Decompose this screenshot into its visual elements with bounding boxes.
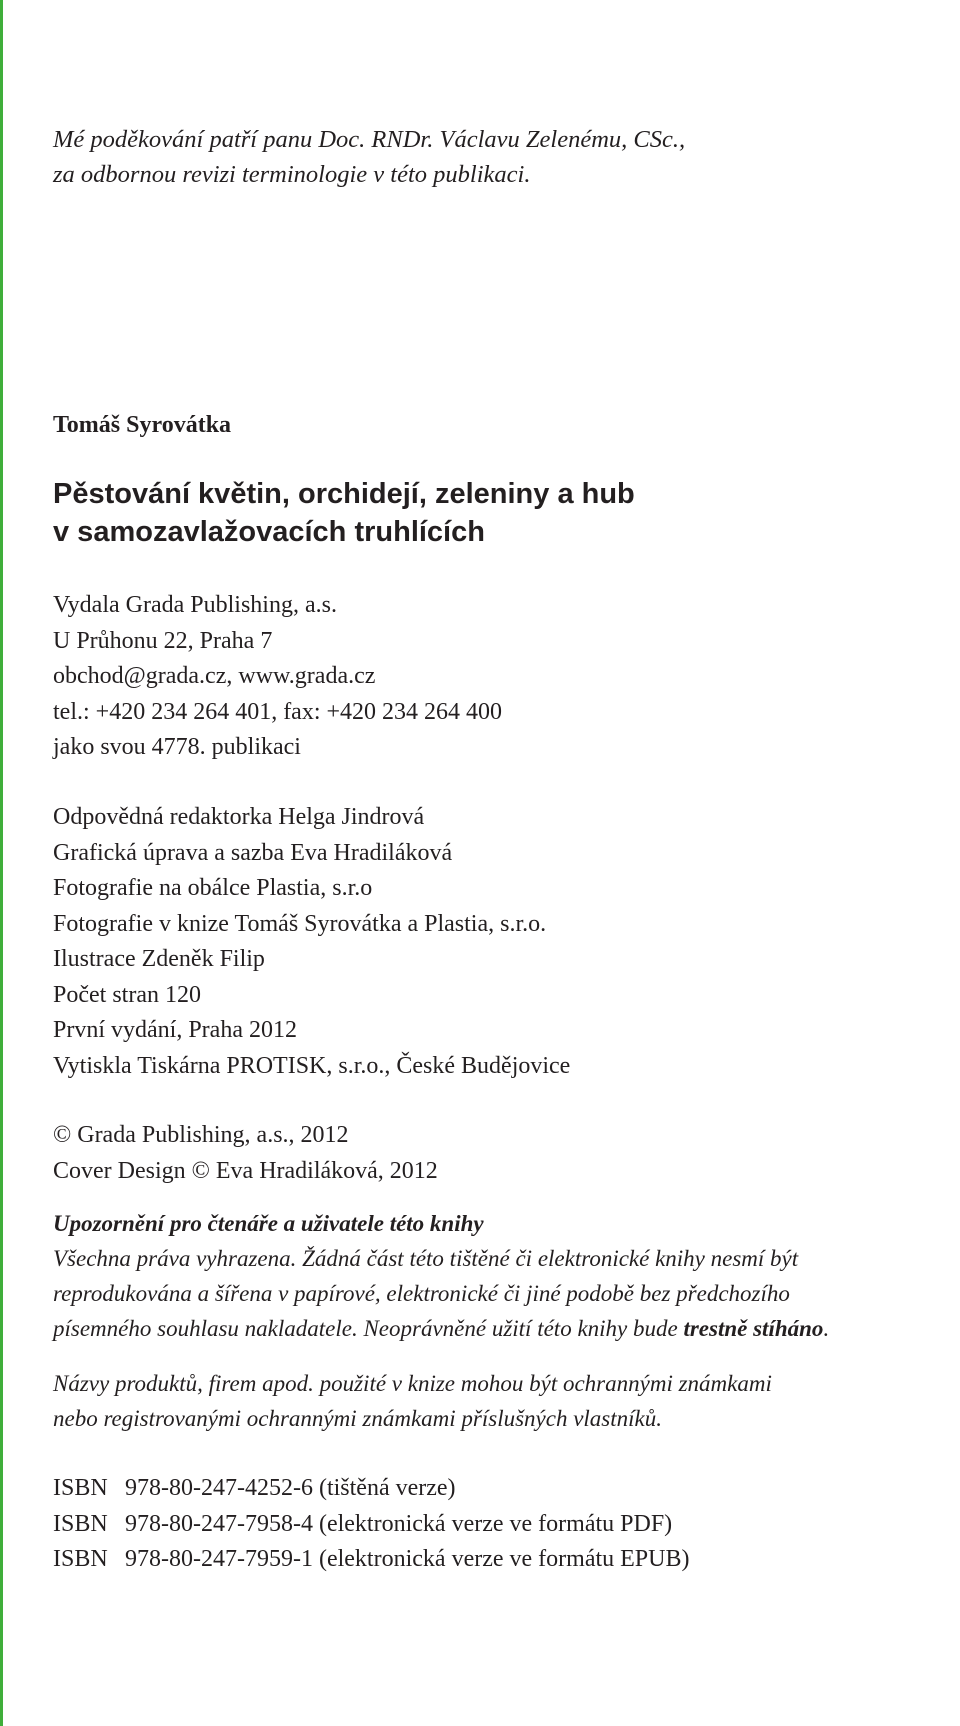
page-edge-stripe — [0, 0, 3, 1726]
book-title-line: Pěstování květin, orchidejí, zeleniny a hub — [53, 478, 635, 510]
reader-notice-emphasis: trestně stíháno — [683, 1316, 824, 1341]
publication-number: jako svou 4778. publikaci — [53, 734, 301, 760]
author-name: Tomáš Syrovátka — [53, 412, 232, 438]
acknowledgement-line: za odbornou revizi terminologie v této publikaci. — [53, 161, 531, 188]
trademark-line: Názvy produktů, firem apod. použité v knize mohou být ochrannými známkami — [53, 1371, 772, 1396]
credit-line: Počet stran 120 — [53, 981, 201, 1008]
publisher-contact: obchod@grada.cz, www.grada.cz — [53, 663, 376, 689]
credit-line: Odpovědná redaktorka Helga Jindrová — [53, 804, 425, 830]
trademark-notice — [53, 1366, 940, 1436]
isbn-value: 978-80-247-7959-1 (elektronická verze ve formátu EPUB) — [125, 1546, 690, 1572]
isbn-value: 978-80-247-7958-4 (elektronická verze ve formátu PDF) — [125, 1510, 673, 1537]
credit-line: Grafická úprava a sazba Eva Hradiláková — [53, 839, 453, 866]
isbn-label: ISBN — [53, 1510, 108, 1537]
reader-notice-line — [53, 1311, 940, 1346]
reader-notice-text: písemného souhlasu nakladatele. Neoprávněné užití této knihy bude — [53, 1316, 684, 1341]
publisher-line: Vydala Grada Publishing, a.s. — [53, 592, 337, 618]
copyright — [53, 1118, 940, 1189]
publisher-address: U Průhonu 22, Praha 7 — [53, 627, 273, 654]
credit-line: První vydání, Praha 2012 — [53, 1017, 297, 1043]
isbn-entry — [53, 1507, 940, 1543]
trademark-line: nebo registrovanými ochrannými známkami příslušných vlastníků. — [53, 1406, 662, 1431]
book-title — [53, 475, 940, 551]
reader-notice-line: reprodukována a šířena v papírové, elektronické či jiné podobě bez předchozího — [53, 1281, 790, 1306]
isbn-entry — [53, 1542, 940, 1578]
reader-notice — [53, 1206, 940, 1346]
credit-line: Fotografie na obálce Plastia, s.r.o — [53, 875, 373, 901]
reader-notice-line: Všechna práva vyhrazena. Žádná část této tištěné či elektronické knihy nesmí být — [53, 1246, 799, 1271]
copyright-line: Cover Design © Eva Hradiláková, 2012 — [53, 1157, 438, 1184]
credit-line: Ilustrace Zdeněk Filip — [53, 946, 265, 972]
acknowledgement — [53, 122, 940, 192]
acknowledgement-line: Mé poděkování patří panu Doc. RNDr. Václavu Zelenému, CSc., — [53, 126, 686, 153]
isbn-value: 978-80-247-4252-6 (tištěná verze) — [125, 1475, 456, 1501]
reader-notice-heading: Upozornění pro čtenáře a uživatele této knihy — [53, 1211, 484, 1236]
publisher-phone: tel.: +420 234 264 401, fax: +420 234 264 400 — [53, 698, 503, 725]
book-title-line: v samozavlažovacích truhlících — [53, 516, 485, 548]
copyright-line: © Grada Publishing, a.s., 2012 — [53, 1122, 349, 1148]
isbn-entry — [53, 1471, 940, 1507]
credit-line: Vytiskla Tiskárna PROTISK, s.r.o., České Budějovice — [53, 1052, 571, 1079]
isbn-list — [53, 1471, 940, 1578]
reader-notice-period: . — [823, 1316, 830, 1341]
publisher-info — [53, 588, 940, 766]
credit-line: Fotografie v knize Tomáš Syrovátka a Plastia, s.r.o. — [53, 910, 547, 937]
isbn-label: ISBN — [53, 1546, 108, 1572]
isbn-label: ISBN — [53, 1475, 108, 1501]
credits — [53, 800, 940, 1084]
